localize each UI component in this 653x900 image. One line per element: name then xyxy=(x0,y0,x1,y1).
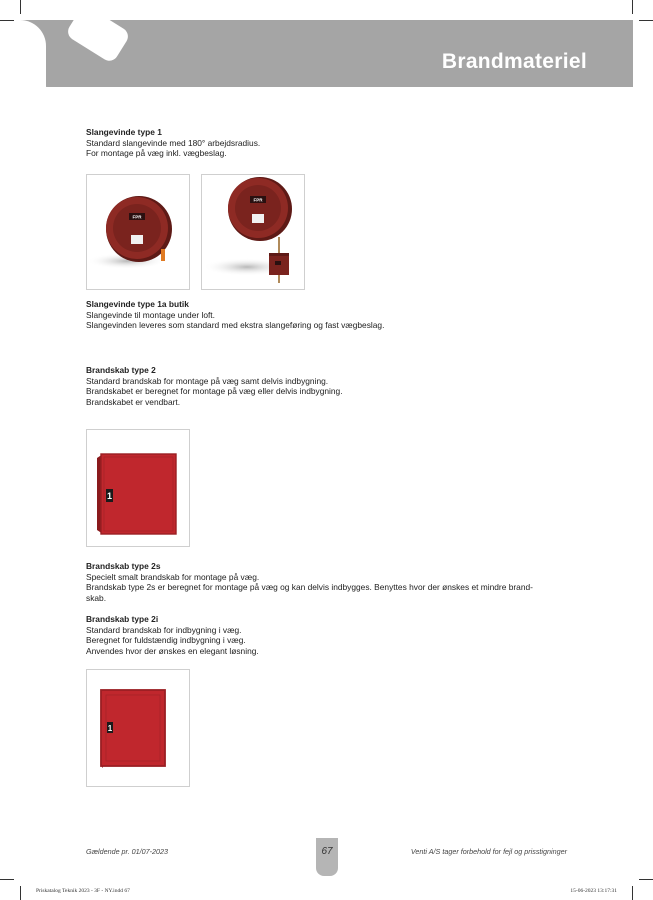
hose-reel-ceiling-image xyxy=(202,175,304,289)
crop-mark xyxy=(639,879,653,880)
section-line: For montage på væg inkl. vægbeslag. xyxy=(86,148,227,159)
page-number: 67 xyxy=(321,846,333,857)
hose-reel-ceiling-photo xyxy=(201,174,305,290)
crop-mark xyxy=(632,0,633,14)
section-slangevinde-type-1 xyxy=(86,127,260,159)
section-line: skab. xyxy=(86,592,107,603)
fire-cabinet-image xyxy=(87,430,189,546)
section-line: Brandskab type 2s er beregnet for montage på væg og kan delvis indbygges. Benyttes hvor der ønskes et mindre brand- xyxy=(86,582,533,593)
section-heading: Slangevinde type 1a butik xyxy=(86,299,189,309)
reel-label: FPR xyxy=(132,214,142,220)
section-brandskab-type-2s xyxy=(86,561,533,603)
section-brandskab-type-2i xyxy=(86,614,259,656)
print-slug-left: Priskatalog Teknik 2023 - 3F - NY.indd 67 xyxy=(36,888,130,894)
page-number-tab xyxy=(316,838,338,876)
section-heading: Brandskab type 2s xyxy=(86,561,161,571)
cabinet-number-label: 1 xyxy=(107,724,113,733)
section-line: Beregnet for fuldstændig indbygning i væg. xyxy=(86,635,246,646)
section-line: Slangevinde til montage under loft. xyxy=(86,309,215,320)
crop-mark xyxy=(632,886,633,900)
crop-mark xyxy=(639,20,653,21)
crop-mark xyxy=(20,886,21,900)
section-heading: Brandskab type 2i xyxy=(86,614,159,624)
footer-validity: Gældende pr. 01/07-2023 xyxy=(86,847,169,856)
page-title: Brandmateriel xyxy=(441,50,587,73)
crop-mark xyxy=(0,879,14,880)
crop-mark xyxy=(20,0,21,14)
section-brandskab-type-2 xyxy=(86,365,343,407)
section-line: Standard slangevinde med 180° arbejdsradius. xyxy=(86,137,261,148)
section-line: Standard brandskab for montage på væg samt delvis indbygning. xyxy=(86,375,329,386)
section-line: Brandskabet er beregnet for montage på væg eller delvis indbygning. xyxy=(86,386,343,397)
crop-mark xyxy=(0,20,14,21)
section-line: Anvendes hvor der ønskes en elegant løsning. xyxy=(86,645,259,656)
print-slug-right: 15-06-2023 13:17:31 xyxy=(570,888,617,894)
hose-reel-photo xyxy=(86,174,190,290)
section-line: Brandskabet er vendbart. xyxy=(86,396,181,407)
footer-disclaimer: Venti A/S tager forbehold for fejl og prisstigninger xyxy=(410,847,567,856)
section-line: Standard brandskab for indbygning i væg. xyxy=(86,624,242,635)
fire-cabinet-recessed-photo xyxy=(86,669,190,787)
fire-cabinet-recessed-image xyxy=(87,670,189,786)
reel-label: FPR xyxy=(253,197,263,203)
section-heading: Brandskab type 2 xyxy=(86,365,156,375)
section-slangevinde-type-1a-butik xyxy=(86,299,384,331)
section-heading: Slangevinde type 1 xyxy=(86,127,162,137)
hose-reel-image xyxy=(87,175,189,289)
section-line: Slangevinden leveres som standard med ekstra slangeføring og fast vægbeslag. xyxy=(86,320,385,331)
section-line: Specielt smalt brandskab for montage på væg. xyxy=(86,571,260,582)
fire-cabinet-photo xyxy=(86,429,190,547)
cabinet-number-label: 1 xyxy=(106,491,113,501)
